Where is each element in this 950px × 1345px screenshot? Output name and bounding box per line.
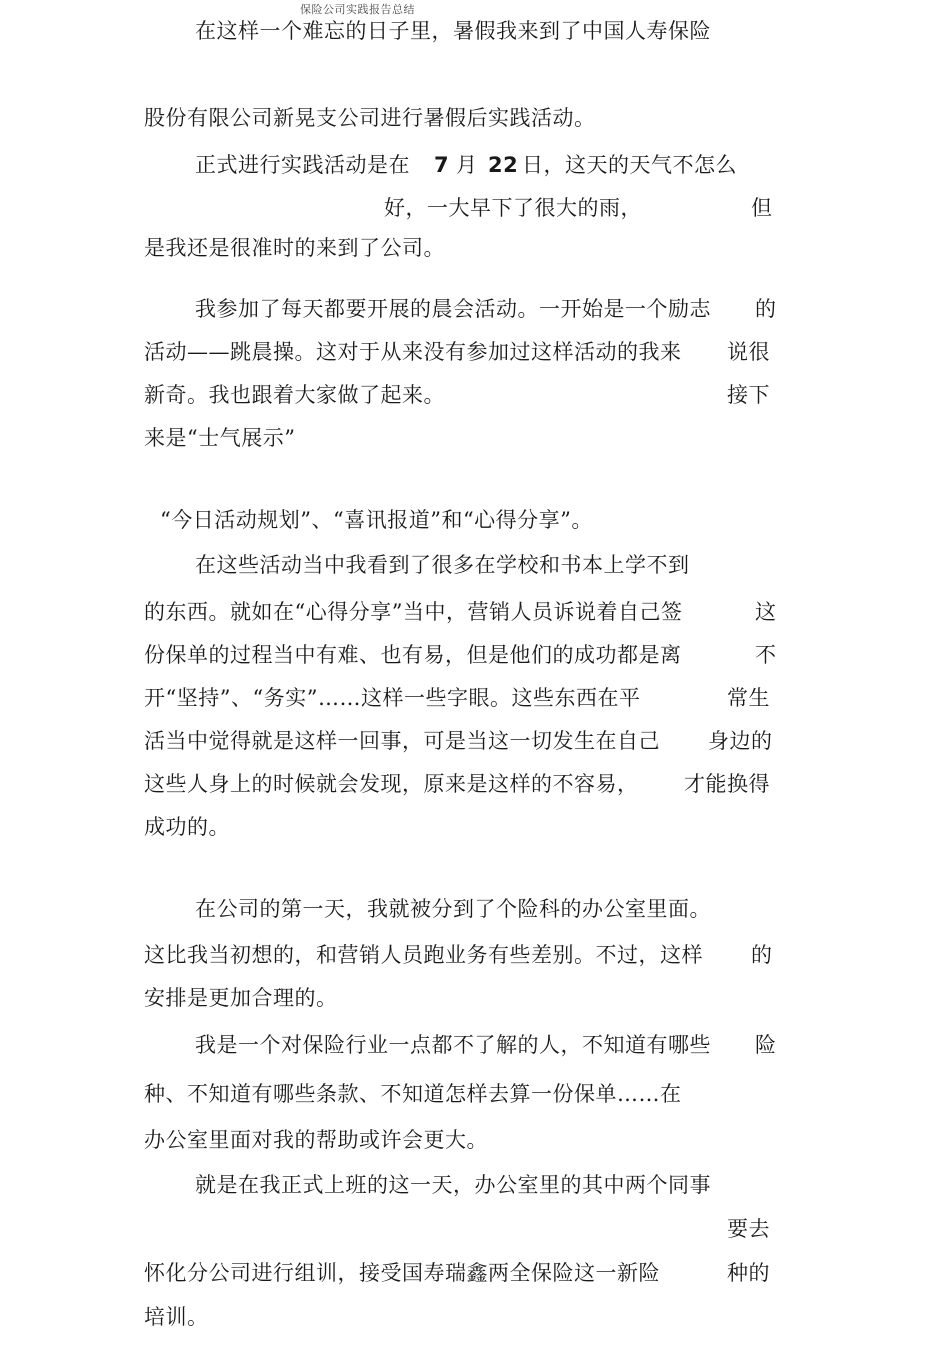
text-line-l1-seg0: 在这样一个难忘的日子里，暑假我来到了中国人寿保险 <box>195 19 711 43</box>
text-line-l7-seg1: 说很 <box>727 340 770 364</box>
text-line-l12-seg1: 这 <box>755 600 777 624</box>
text-line-l3-seg0: 正式进行实践活动是在 <box>195 153 410 177</box>
text-line-l27-seg0: 培训。 <box>144 1305 209 1329</box>
text-line-l16-seg1: 才能换得 <box>684 772 770 796</box>
text-line-l22-seg0: 种、不知道有哪些条款、不知道怎样去算一份保单……在 <box>144 1082 682 1106</box>
text-line-l24-seg0: 就是在我正式上班的这一天，办公室里的其中两个同事 <box>195 1173 711 1197</box>
text-line-l26-seg0: 怀化分公司进行组训，接受国寿瑞鑫两全保险这一新险 <box>144 1261 660 1285</box>
text-line-l9-seg0: 来是“士气展示” <box>144 426 296 450</box>
text-line-l8-seg0: 新奇。我也跟着大家做了起来。 <box>144 383 445 407</box>
text-line-l6-seg1: 的 <box>755 297 777 321</box>
text-line-l14-seg0: 开“坚持”、“务实”……这样一些字眼。这些东西在平 <box>144 686 641 710</box>
text-line-l2-seg0: 股份有限公司新晃支公司进行暑假后实践活动。 <box>144 106 596 130</box>
text-line-l15-seg0: 活当中觉得就是这样一回事，可是当这一切发生在自己 <box>144 729 660 753</box>
text-line-l13-seg0: 份保单的过程当中有难、也有易，但是他们的成功都是离 <box>144 643 682 667</box>
text-line-l19-seg0: 这比我当初想的，和营销人员跑业务有些差别。不过，这样 <box>144 943 703 967</box>
text-line-l4-seg1: 但 <box>751 196 773 220</box>
text-line-l6-seg0: 我参加了每天都要开展的晨会活动。一开始是一个励志 <box>195 297 711 321</box>
text-line-l10-seg0: “今日活动规划”、“喜讯报道”和“心得分享”。 <box>160 508 593 532</box>
text-line-l19-seg1: 的 <box>751 943 773 967</box>
text-line-l20-seg0: 安排是更加合理的。 <box>144 986 338 1010</box>
text-line-l26-seg1: 种的 <box>727 1261 770 1285</box>
text-line-l5-seg0: 是我还是很准时的来到了公司。 <box>144 236 445 260</box>
text-line-l11-seg0: 在这些活动当中我看到了很多在学校和书本上学不到 <box>195 553 690 577</box>
text-line-l12-seg0: 的东西。就如在“心得分享”当中，营销人员诉说着自己签 <box>144 600 683 624</box>
text-line-l23-seg0: 办公室里面对我的帮助或许会更大。 <box>144 1128 488 1152</box>
text-line-l3-seg3: 22 <box>488 153 519 177</box>
text-line-l3-seg1: 7 <box>434 153 450 177</box>
text-line-l3-seg4: 日，这天的天气不怎么 <box>522 153 737 177</box>
text-line-l25-seg0: 要去 <box>727 1217 770 1241</box>
text-line-l8-seg1: 接下 <box>727 383 770 407</box>
text-line-l18-seg0: 在公司的第一天，我就被分到了个险科的办公室里面。 <box>195 897 711 921</box>
text-line-l21-seg1: 险 <box>755 1033 777 1057</box>
text-line-l15-seg1: 身边的 <box>708 729 773 753</box>
text-line-l3-seg2: 月 <box>456 153 478 177</box>
text-line-l16-seg0: 这些人身上的时候就会发现，原来是这样的不容易， <box>144 772 639 796</box>
text-line-l13-seg1: 不 <box>755 643 777 667</box>
text-line-l21-seg0: 我是一个对保险行业一点都不了解的人，不知道有哪些 <box>195 1033 711 1057</box>
running-header: 保险公司实践报告总结 <box>300 3 415 16</box>
text-line-l4-seg0: 好，一大早下了很大的雨， <box>384 196 642 220</box>
text-line-l7-seg0: 活动——跳晨操。这对于从来没有参加过这样活动的我来 <box>144 340 682 364</box>
text-line-l14-seg1: 常生 <box>727 686 770 710</box>
text-line-l17-seg0: 成功的。 <box>144 815 230 839</box>
